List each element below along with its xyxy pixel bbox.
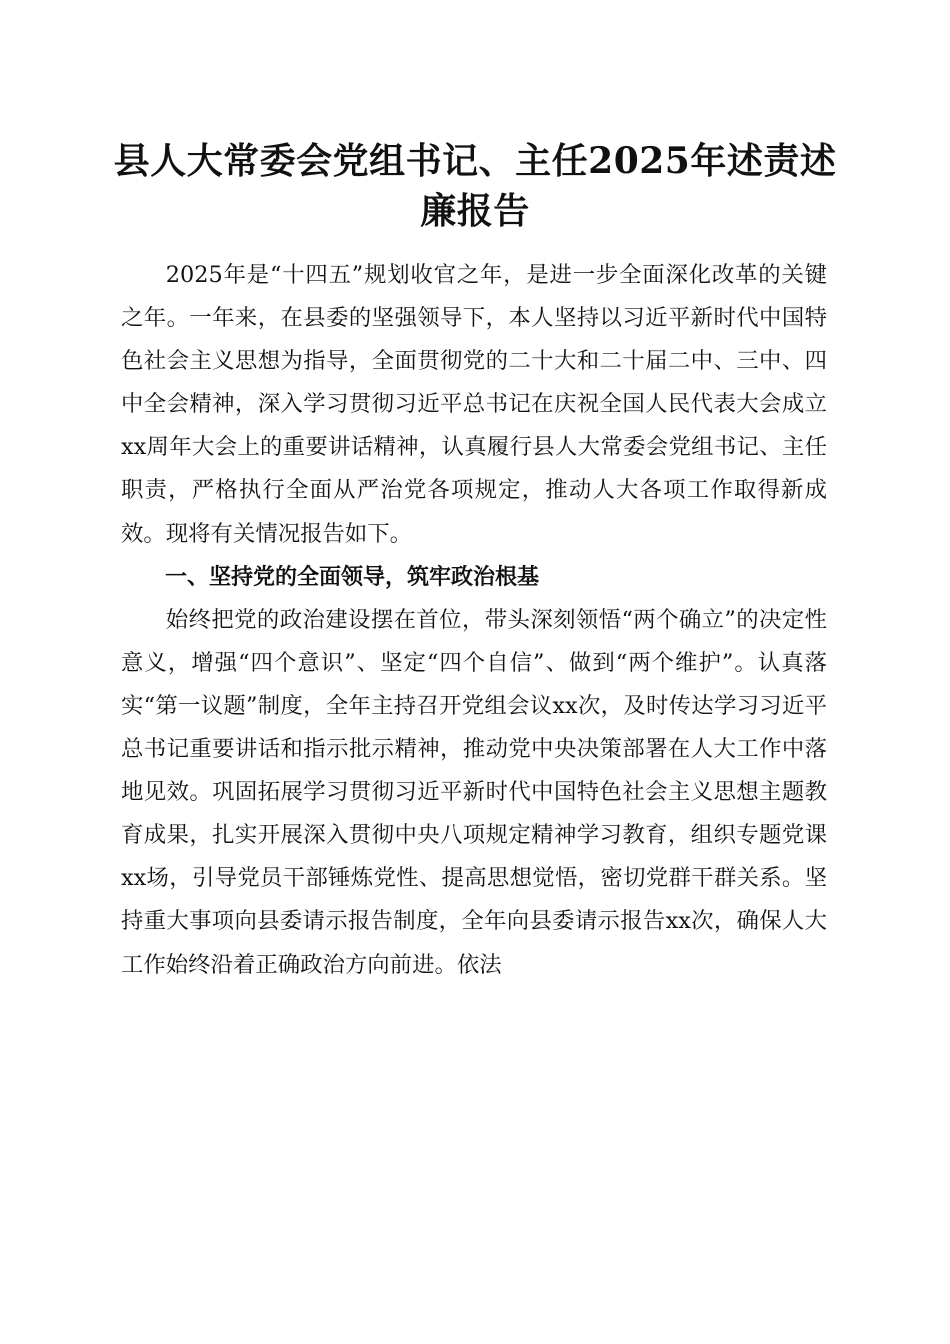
section-heading: 一、坚持党的全面领导，筑牢政治根基 [165,564,540,590]
document-title: 县人大常委会党组书记、主任2025年述责述廉报告 [113,140,837,232]
document-body [121,254,827,987]
section-paragraph: 始终把党的政治建设摆在首位，带头深刻领悟“两个确立”的决定性意义，增强“四个意识”、坚定“四个自信”、做到“两个维护”。认真落实“第一议题”制度，全年主持召开党组会议xx次，及时传达学习习近平总书记重要讲话和指示批示精神，推动党中央决策部署在人大工作中落地见效。巩固拓展学习贯彻习近平新时代中国特色社会主义思想主题教育成果，扎实开展深入贯彻中央八项规定精神学习教育，组织专题党课xx场，引导党员干部锤炼党性、提高思想觉悟，密切党群干群关系。坚持重大事项向县委请示报告制度，全年向县委请示报告xx次，确保人大工作始终沿着正确政治方向前进。依法 [121,606,827,978]
intro-paragraph: 2025年是“十四五”规划收官之年，是进一步全面深化改革的关键之年。一年来，在县委的坚强领导下，本人坚持以习近平新时代中国特色社会主义思想为指导，全面贯彻党的二十大和二十届二中、三中、四中全会精神，深入学习贯彻习近平总书记在庆祝全国人民代表大会成立xx周年大会上的重要讲话精神，认真履行县人大常委会党组书记、主任职责，严格执行全面从严治党各项规定，推动人大各项工作取得新成效。现将有关情况报告如下。 [121,262,827,547]
